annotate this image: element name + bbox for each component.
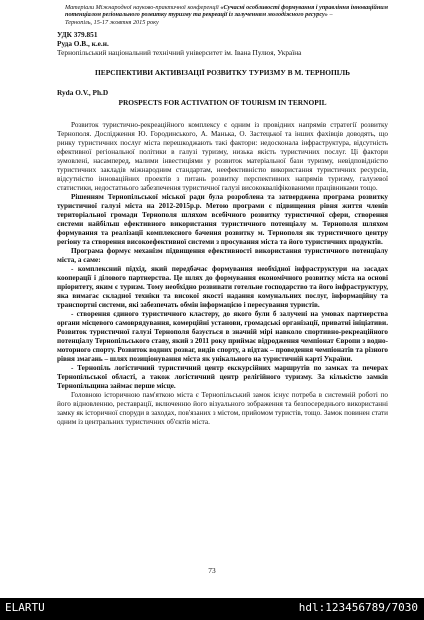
- author-name: Руда О.В., к.е.н.: [57, 38, 109, 48]
- title-ukrainian: ПЕРСПЕКТИВИ АКТИВІЗАЦІЇ РОЗВИТКУ ТУРИЗМУ В М. ТЕРНОПІЛЬ: [95, 68, 350, 78]
- title-english: PROSPECTS FOR ACTIVATION OF TOURISM IN TERNOPIL: [118, 98, 327, 108]
- header-line1-bold: «Сучасні особливості формування і управління: [220, 4, 350, 11]
- body-paragraph: Програма формує механізм підвищення ефективності використання туристичного потенціалу міста, а саме:: [57, 247, 388, 265]
- body-paragraph: Головною історичною пам'яткою міста є Тернопільський замок існує потреба в системній роботі по його відновленню, реставрації, включенню його візуального зображення та безпосереднього використанні замку як історичної споруди в заходах, пов'язаних з містом, прийомом туристів, тощо. Замок повинен стати одним із центральних туристичних об'єктів міста.: [57, 391, 388, 427]
- body-paragraph: Розвиток туристично-рекреаційного комплексу є одним із провідних напрямів стратегії розвитку Тернополя. Дослідження Ю. Городинського, А. Манька, О. Застецької та інших фахівців доводять, що ринку туристичних послуг міста перешкоджають такі фактори: недосконала інфраструктура, відсутність ефективної регіональної політики в галузі туризму, низька якість туристичних послуг. Ці фактори зумовлені, насамперед, малими інвестиціями у розвиток матеріальної бази туризму, невідповідністю туристичних закладів міжнародним стандартам, неефективністю використання туристичних ресурсів, відсутністю інноваційних проектів з питань розвитку перспективних напрямів туризму, галузевої статистики, недостатнього забезпечення туристичної галузі висококваліфікованими працівниками тощо.: [57, 121, 388, 193]
- body-paragraph: - Тернопіль логістичний туристичний центр екскурсійних маршрутів по замках та печерах Тернопільської області, а також логістичний центр релігійного туризму. За кількістю замків Тернопільщина займає перше місце.: [57, 364, 388, 391]
- conference-header: [65, 4, 388, 26]
- header-line1-prefix: Матеріали Міжнародної науково-практичної конференції: [65, 4, 221, 11]
- body-paragraph: - створення єдиного туристичного кластеру, до якого були б залучені на умовах партнерства органи місцевого самоврядування, комерційні установи, громадські організації, приватні ініціативи. Розвиток туристичної галузі Тернополя базується в значній мірі навколо спортивно-рекреаційного потенціалу Тернопільського ставу, який з 2011 року приймає відродження чемпіонат Європи з водно-моторного спорту. Розвиток водних розваг, видів спорту, а відтак – проведення чемпіонатів та різного рівня змагань – шлях позиціонування міста як унікального на туристичній карті України.: [57, 310, 388, 364]
- page-content: [57, 4, 388, 427]
- handle-identifier[interactable]: hdl:123456789/7030: [298, 601, 418, 614]
- udk-code: УДК 379.851: [57, 30, 98, 40]
- bottom-status-bar: [0, 598, 424, 620]
- author-name-english: Ryda O.V., Ph.D: [57, 88, 109, 98]
- page-number: 73: [208, 566, 216, 575]
- header-line2-bold: інноваційним потенціалом регіонального розвитку туризму та рекреації із залученням молодіжного ресурсу»: [65, 4, 388, 19]
- header-line3: Тернопіль, 15-17 жовтня 2015 року: [65, 18, 159, 26]
- header-line2-suffix: –: [327, 11, 333, 19]
- affiliation: Тернопільський національний технічний університет ім. Івана Пулюя, Україна: [57, 48, 302, 58]
- body-paragraph: Рішенням Тернопільської міської ради була розроблена та затверджена програма розвитку туристичної галузі міста на 2012-2015р.р. Метою програми є підвищення рівня життя членів територіальної громади Тернополя шляхом всебічного розвитку туристичної сфери, створення системи найбільш ефективного використання туристичного потенціалу м. Тернополя шляхом формування та реалізації комплексного бачення розвитку м. Тернополя як туристичного центру регіону та створення високоефективної системи з просування міста та його туристичних продуктів.: [57, 193, 388, 247]
- repository-label: ELARTU: [5, 601, 45, 614]
- body-paragraph: - комплексний підхід, який передбачає формування необхідної інфраструктури на засадах кооперації і ділового партнерства. Це шлях до формування економічного розвитку міста на основі пріоритету, яким є туризм. Тому необхідно розвивати готельне господарство та його інфраструктуру, яка вимагає складної техніки та високої якості надання комунальних послуг, інформаційну та транспортні системи, які забезпечать обмін інформацією і пересування туристів.: [57, 265, 388, 310]
- article-body: [57, 121, 388, 427]
